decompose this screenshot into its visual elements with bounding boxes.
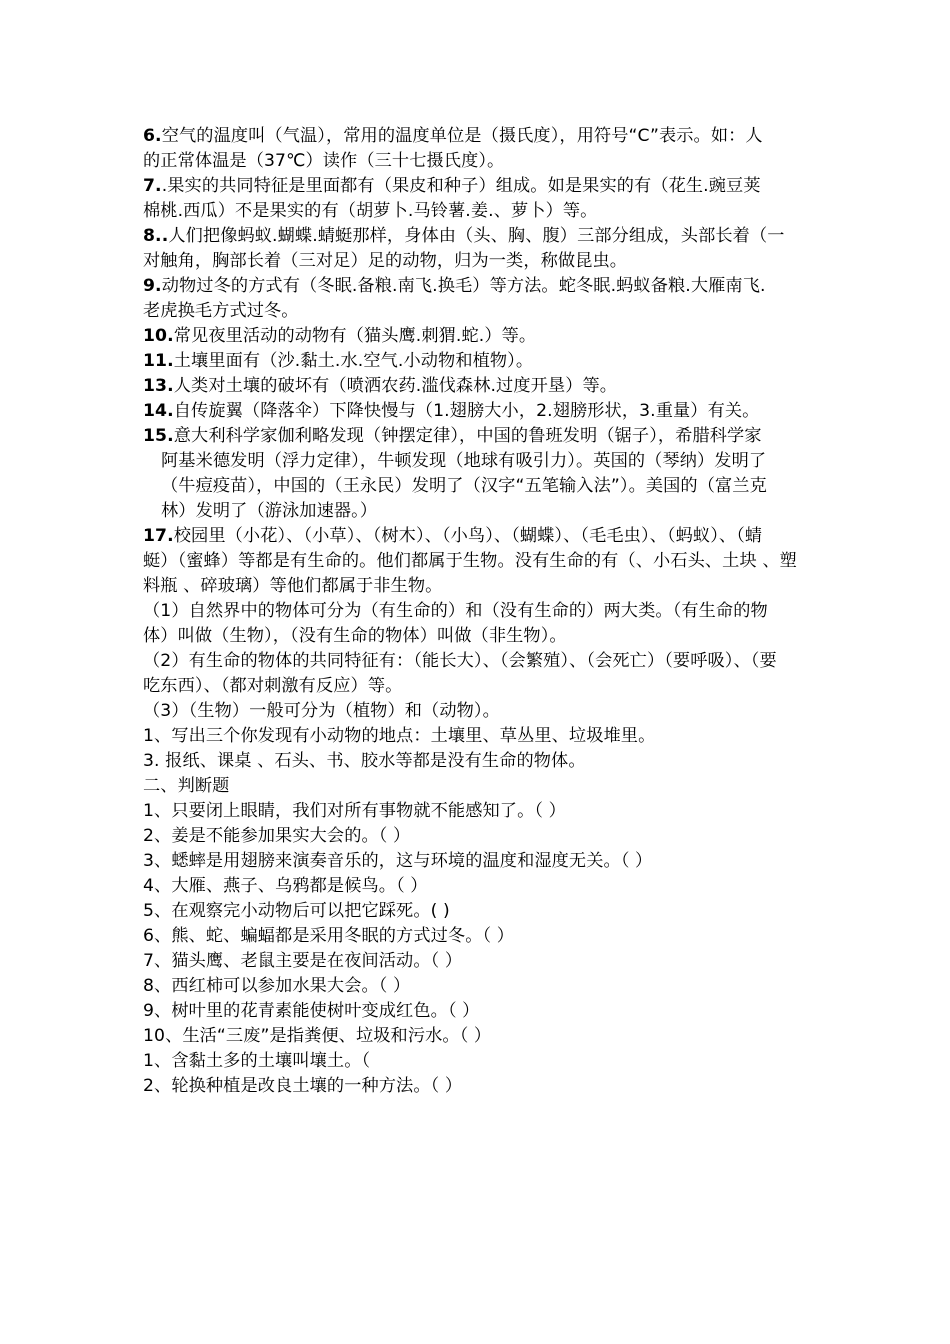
line-text: 7、猫头鹰、老鼠主要是在夜间活动。（ ） xyxy=(143,951,463,971)
text-line xyxy=(143,999,815,1024)
text-line xyxy=(143,774,815,799)
text-line xyxy=(143,274,815,299)
line-text: 的正常体温是（37℃）读作（三十七摄氏度）。 xyxy=(143,151,505,171)
line-text: （3）（生物）一般可分为（植物）和（动物）。 xyxy=(143,701,500,721)
text-line xyxy=(143,174,815,199)
line-text: 1、只要闭上眼睛，我们对所有事物就不能感知了。（ ） xyxy=(143,801,566,821)
line-text: 1、写出三个你发现有小动物的地点：土壤里、草丛里、垃圾堆里。 xyxy=(143,726,656,746)
item-number: 7. xyxy=(143,176,162,196)
text-line xyxy=(143,649,815,674)
line-text: 常见夜里活动的动物有（猫头鹰.刺猬.蛇.）等。 xyxy=(173,326,537,346)
item-number: 11. xyxy=(143,351,174,371)
text-line xyxy=(143,1049,815,1074)
text-line xyxy=(143,499,815,524)
text-line xyxy=(143,874,815,899)
text-line xyxy=(143,199,815,224)
text-line xyxy=(143,1024,815,1049)
line-text: 蜓）（蜜蜂）等都是有生命的。他们都属于生物。没有生命的有（、小石头、土块 、塑 xyxy=(143,551,797,571)
line-text: 2、姜是不能参加果实大会的。（ ） xyxy=(143,826,411,846)
line-text: 意大利科学家伽利略发现（钟摆定律），中国的鲁班发明（锯子），希腊科学家 xyxy=(173,426,762,446)
line-text: 5、在观察完小动物后可以把它踩死。( ) xyxy=(143,901,450,921)
text-line xyxy=(143,299,815,324)
line-text: （2）有生命的物体的共同特征有：（能长大）、（会繁殖）、（会死亡）（要呼吸）、（要 xyxy=(143,651,777,671)
line-text: 校园里（小花）、（小草）、（树木）、（小鸟）、（蝴蝶）、（毛毛虫）、（蚂蚁）、（蜻 xyxy=(173,526,763,546)
line-text: （1）自然界中的物体可分为（有生命的）和（没有生命的）两大类。（有生命的物 xyxy=(143,601,768,621)
line-text: 对触角，胸部长着（三对足）足的动物，归为一类，称做昆虫。 xyxy=(143,251,628,271)
line-text: 二、判断题 xyxy=(143,776,230,796)
text-line xyxy=(143,724,815,749)
text-line xyxy=(143,949,815,974)
line-text: 人类对土壤的破坏有（喷洒农药.滥伐森林.过度开垦）等。 xyxy=(173,376,618,396)
text-line xyxy=(143,924,815,949)
line-text: 6、熊、蛇、蝙蝠都是采用冬眠的方式过冬。（ ） xyxy=(143,926,515,946)
line-text: 料瓶 、碎玻璃）等他们都属于非生物。 xyxy=(143,576,443,596)
text-line xyxy=(143,399,815,424)
line-text: 体）叫做（生物），（没有生命的物体）叫做（非生物）。 xyxy=(143,626,567,646)
item-number: 17. xyxy=(143,526,174,546)
text-line xyxy=(143,449,815,474)
line-text: 动物过冬的方式有（冬眠.备粮.南飞.换毛）等方法。蛇冬眠.蚂蚁备粮.大雁南飞. xyxy=(161,276,766,296)
line-text: （牛痘疫苗），中国的（王永民）发明了（汉字“五笔输入法”）。美国的（富兰克 xyxy=(161,476,767,496)
line-text: .果实的共同特征是里面都有（果皮和种子）组成。如是果实的有（花生.豌豆荚 xyxy=(161,176,761,196)
text-line xyxy=(143,249,815,274)
line-text: 8、西红柿可以参加水果大会。（ ） xyxy=(143,976,411,996)
line-text: 3. 报纸、课桌 、石头、书、胶水等都是没有生命的物体。 xyxy=(143,751,586,771)
text-line xyxy=(143,899,815,924)
line-text: 1、含黏土多的土壤叫壤土。（ xyxy=(143,1051,371,1071)
line-text: 土壤里面有（沙.黏土.水.空气.小动物和植物）。 xyxy=(173,351,534,371)
text-line xyxy=(143,849,815,874)
line-text: 2、轮换种植是改良土壤的一种方法。（ ） xyxy=(143,1076,463,1096)
line-text: 4、大雁、燕子、乌鸦都是候鸟。（ ） xyxy=(143,876,428,896)
item-number: 15. xyxy=(143,426,174,446)
item-number: 9. xyxy=(143,276,162,296)
line-text: 自传旋翼（降落伞）下降快慢与（1.翅膀大小，2.翅膀形状，3.重量）有关。 xyxy=(173,401,760,421)
line-text: 人们把像蚂蚁.蝴蝶.蜻蜓那样，身体由（头、胸、腹）三部分组成，头部长着（一 xyxy=(168,226,785,246)
text-line xyxy=(143,1074,815,1099)
text-line xyxy=(143,124,815,149)
item-number: 13. xyxy=(143,376,174,396)
text-line xyxy=(143,374,815,399)
text-line xyxy=(143,524,815,549)
line-text: 吃东西）、（都对刺激有反应）等。 xyxy=(143,676,403,696)
text-line xyxy=(143,674,815,699)
line-text: 10、生活“三废”是指粪便、垃圾和污水。（ ） xyxy=(143,1026,492,1046)
text-line xyxy=(143,324,815,349)
text-line xyxy=(143,799,815,824)
text-line xyxy=(143,474,815,499)
line-text: 9、树叶里的花青素能使树叶变成红色。（ ） xyxy=(143,1001,480,1021)
text-line xyxy=(143,599,815,624)
item-number: 14. xyxy=(143,401,174,421)
text-line xyxy=(143,974,815,999)
text-line xyxy=(143,749,815,774)
item-number: 6. xyxy=(143,126,162,146)
document-body xyxy=(143,124,815,1099)
text-line xyxy=(143,624,815,649)
line-text: 3、蟋蟀是用翅膀来演奏音乐的，这与环境的温度和湿度无关。（ ） xyxy=(143,851,653,871)
text-line xyxy=(143,224,815,249)
line-text: 林）发明了（游泳加速器。） xyxy=(161,501,378,521)
text-line xyxy=(143,549,815,574)
text-line xyxy=(143,424,815,449)
line-text: 老虎换毛方式过冬。 xyxy=(143,301,299,321)
line-text: 阿基米德发明（浮力定律），牛顿发现（地球有吸引力）。英国的（琴纳）发明了 xyxy=(161,451,767,471)
item-number: 8.. xyxy=(143,226,169,246)
text-line xyxy=(143,349,815,374)
text-line xyxy=(143,824,815,849)
text-line xyxy=(143,699,815,724)
line-text: 空气的温度叫（气温），常用的温度单位是（摄氏度），用符号“C”表示。如：人 xyxy=(161,126,763,146)
text-line xyxy=(143,149,815,174)
item-number: 10. xyxy=(143,326,174,346)
line-text: 棉桃.西瓜）不是果实的有（胡萝卜.马铃薯.姜.、萝卜）等。 xyxy=(143,201,598,221)
text-line xyxy=(143,574,815,599)
